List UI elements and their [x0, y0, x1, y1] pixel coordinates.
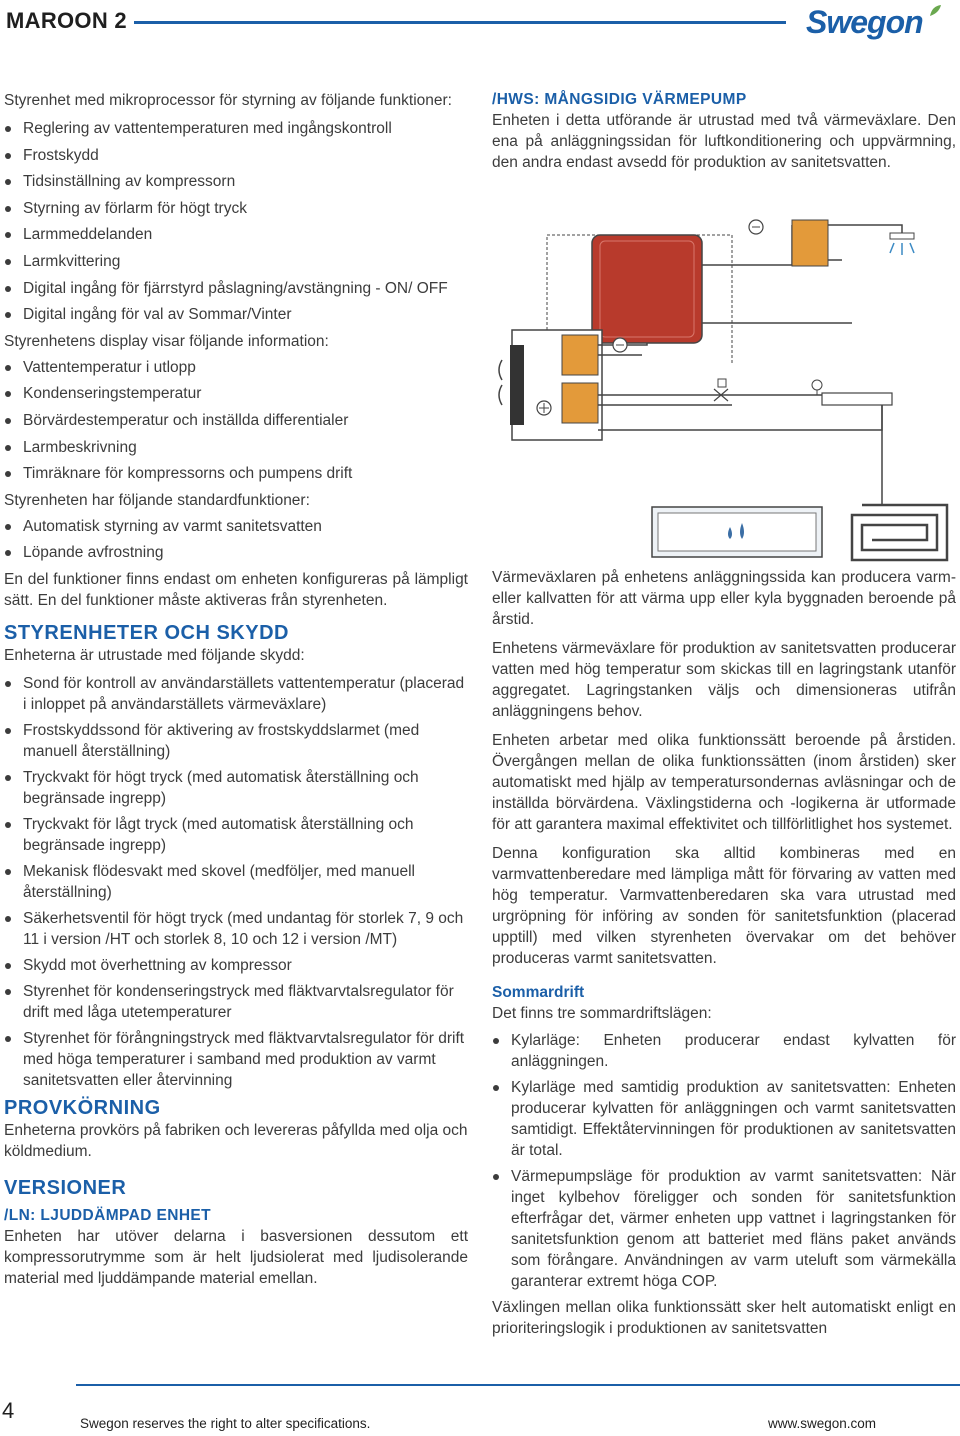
bullet-icon [5, 391, 11, 397]
intro-text: Styrenhet med mikroprocessor för styrning av följande funktioner: [4, 92, 452, 109]
list-item: Timräknare för kompressorns och pumpens drift [4, 463, 468, 484]
bullet-icon [5, 775, 11, 781]
summer-heading: Sommardrift [492, 984, 585, 1001]
list-item: Frostskyddssond för aktivering av frostskyddslarmet (med manuell återställning) [4, 720, 468, 762]
para-1: Värmeväxlaren på enhetens anläggningssida kan producera varm- eller kallvatten för att värma upp eller kyla byggnaden beroende på årstid. [492, 569, 956, 628]
bullet-icon [5, 365, 11, 371]
versions-heading: VERSIONER [4, 1176, 127, 1199]
bullet-icon [5, 259, 11, 265]
list-item: Digital ingång för val av Sommar/Vinter [4, 304, 468, 325]
config-note: En del funktioner finns endast om enheten konfigureras på lämpligt sätt. En del funktioner måste aktiveras från styrenheten. [4, 570, 468, 609]
swegon-logo [806, 4, 946, 38]
bullet-icon [5, 206, 11, 212]
para-3: Enheten arbetar med olika funktionssätt beroende på årstiden. Övergången mellan de olika funktionssätten (inom årstiden) sker automatiskt med hjälp av temperatursondernas avläsningar och de inställda börvärdena. Växlingstiderna och -logikerna är utformade för att garantera maximal effektivitet och tillförlitlighet hos systemet. [492, 732, 956, 833]
list-item: Värmepumpsläge för produktion av varmt sanitetsvatten: När inget kylbehov föreligger och sonden för sanitetsfunktion efterfrågar det, värmer enheten upp vattnet i lagringstanken för sanitetsfunktion genom att batteriet med fläns paket används som förångare. Användningen av varm uteluft som värmekälla garanterar extremt höga COP. [492, 1166, 956, 1292]
logo-wordmark: Swegon [806, 4, 923, 40]
bullet-icon [5, 822, 11, 828]
list-item: Styrning av förlarm för högt tryck [4, 198, 468, 219]
dhw-heat-exchanger [792, 220, 828, 266]
list-item: Kondenseringstemperatur [4, 383, 468, 404]
protection-intro: Enheterna är utrustade med följande skydd: [4, 646, 305, 664]
summer-list [492, 1030, 956, 1292]
valve-icon [714, 379, 728, 401]
list-item: Kylarläge: Enheten producerar endast kylvatten för anläggningen. [492, 1030, 956, 1072]
display-list [4, 357, 468, 484]
bullet-icon [5, 524, 11, 530]
bullet-icon [493, 1038, 499, 1044]
list-item: Säkerhetsventil för högt tryck (med undantag för storlek 7, 9 och 11 i version /HT och storlek 8, 10 och 12 i version /MT) [4, 908, 468, 950]
fan-coil-unit [652, 507, 822, 557]
list-item: Löpande avfrostning [4, 542, 468, 563]
underfloor-heating [852, 505, 947, 560]
list-item: Styrenhet för förångningstryck med fläktvarvtalsregulator för drift med höga temperaturer i samband med produktion av varmt sanitetsvatten eller återvinning [4, 1028, 468, 1091]
test-text: Enheterna provkörs på fabriken och levereras påfyllda med olja och köldmedium. [4, 1121, 468, 1160]
list-item: Tidsinställning av kompressorn [4, 171, 468, 192]
functions-list [4, 118, 468, 325]
bullet-icon [493, 1174, 499, 1180]
bullet-icon [5, 418, 11, 424]
ln-heading: /LN: LJUDDÄMPAD ENHET [4, 1206, 212, 1224]
list-item: Vattentemperatur i utlopp [4, 357, 468, 378]
closing-text: Växlingen mellan olika funktionssätt sker helt automatiskt enligt en prioriteringslogik i produktionen av sanitetsvatten [492, 1299, 956, 1337]
heat-pump-unit [499, 330, 602, 440]
list-item: Tryckvakt för högt tryck (med automatisk återställning och begränsade ingrepp) [4, 767, 468, 809]
bullet-icon [5, 126, 11, 132]
footer-rule [76, 1384, 960, 1386]
protection-list [4, 673, 468, 1091]
list-item: Automatisk styrning av varmt sanitetsvatten [4, 516, 468, 537]
pump-icon [749, 220, 763, 234]
pump-icon [613, 338, 627, 352]
footer-disclaimer: Swegon reserves the right to alter specifications. [80, 1416, 371, 1431]
list-item: Skydd mot överhettning av kompressor [4, 955, 468, 976]
ln-text: Enheten har utöver delarna i basversionen dessutom ett kompressorutrymme som är helt ljudsiolerat med ljudisolerande material med ljuddämpande material emellan. [4, 1227, 468, 1287]
standard-list [4, 516, 468, 564]
bullet-icon [5, 916, 11, 922]
list-item: Tryckvakt för lågt tryck (med automatisk återställning och begränsade ingrepp) [4, 814, 468, 856]
storage-tank [592, 235, 702, 343]
leaf-icon [928, 4, 942, 18]
bullet-icon [5, 681, 11, 687]
hws-text: Enheten i detta utförande är utrustad med två värmeväxlare. Den ena på anläggningssidan för luftkonditionering och uppvärmning, den andra endast avsedd för produktion av sanitetsvatten. [492, 112, 956, 171]
header-rule [134, 21, 786, 24]
test-heading: PROVKÖRNING [4, 1096, 161, 1119]
page-number: 4 [2, 1398, 15, 1423]
footer-url[interactable]: www.swegon.com [768, 1416, 877, 1431]
list-item: Kylarläge med samtidig produktion av sanitetsvatten: Enheten producerar kylvatten för anläggningen och varmt sanitetsvatten samtidigt. Effektåtervinningen för produktionen av sanitetsvatten är total. [492, 1077, 956, 1161]
list-item: Frostskydd [4, 145, 468, 166]
list-item: Reglering av vattentemperaturen med ingångskontroll [4, 118, 468, 139]
right-column [492, 90, 956, 173]
list-item: Digital ingång för fjärrstyrd påslagning/avstängning - ON/ OFF [4, 278, 468, 299]
right-column-lower [492, 567, 956, 1339]
manifold [822, 393, 892, 405]
bullet-icon [5, 153, 11, 159]
bullet-icon [5, 312, 11, 318]
list-item: Styrenhet för kondenseringstryck med fläktvarvtalsregulator för drift med låga utetemperaturer [4, 981, 468, 1023]
list-item: Börvärdestemperatur och inställda differentialer [4, 410, 468, 431]
display-intro: Styrenhetens display visar följande information: [4, 332, 329, 350]
bullet-icon [5, 179, 11, 185]
list-item: Larmkvittering [4, 251, 468, 272]
hws-system-diagram [492, 205, 958, 565]
bullet-icon [5, 963, 11, 969]
para-4: Denna konfiguration ska alltid kombineras med en varmvattenberedare med lämpliga mått för förvaring av vatten med hög temperatur. Varmvattenberedaren ska vara utrustad med urgröpning för införing av sonden för sanitetsfunktion (placerad upptill) med vilken styrenheten övervakar om det behöver produceras varmt sanitetsvatten. [492, 845, 956, 967]
bullet-icon [493, 1085, 499, 1091]
standard-intro: Styrenheten har följande standardfunktioner: [4, 491, 310, 509]
protection-heading: STYRENHETER OCH SKYDD [4, 621, 289, 644]
list-item: Sond för kontroll av användarställets vattentemperatur (placerad i inloppet på användarställets värmeväxlare) [4, 673, 468, 715]
bullet-icon [5, 728, 11, 734]
bullet-icon [5, 232, 11, 238]
bullet-icon [5, 989, 11, 995]
summer-intro: Det finns tre sommardriftslägen: [492, 1005, 712, 1022]
bullet-icon [5, 1036, 11, 1042]
document-title: MAROON 2 [6, 8, 127, 33]
para-2: Enhetens värmeväxlare för produktion av sanitetsvatten producerar vatten med hög temperatur som skickas till en lagringstank utanför aggregatet. Lagringstanken väljs och dimensioneras utifrån anläggningens behov. [492, 640, 956, 720]
bullet-icon [5, 445, 11, 451]
bullet-icon [5, 550, 11, 556]
shower-icon [890, 233, 914, 255]
bullet-icon [5, 471, 11, 477]
list-item: Larmmeddelanden [4, 224, 468, 245]
list-item: Larmbeskrivning [4, 437, 468, 458]
list-item: Mekanisk flödesvakt med skovel (medföljer, med manuell återställning) [4, 861, 468, 903]
bullet-icon [5, 286, 11, 292]
page-header [0, 0, 960, 44]
bullet-icon [5, 869, 11, 875]
hws-heading: /HWS: MÅNGSIDIG VÄRMEPUMP [492, 91, 747, 108]
left-column [4, 90, 468, 1289]
thermometer-icon [812, 380, 822, 395]
